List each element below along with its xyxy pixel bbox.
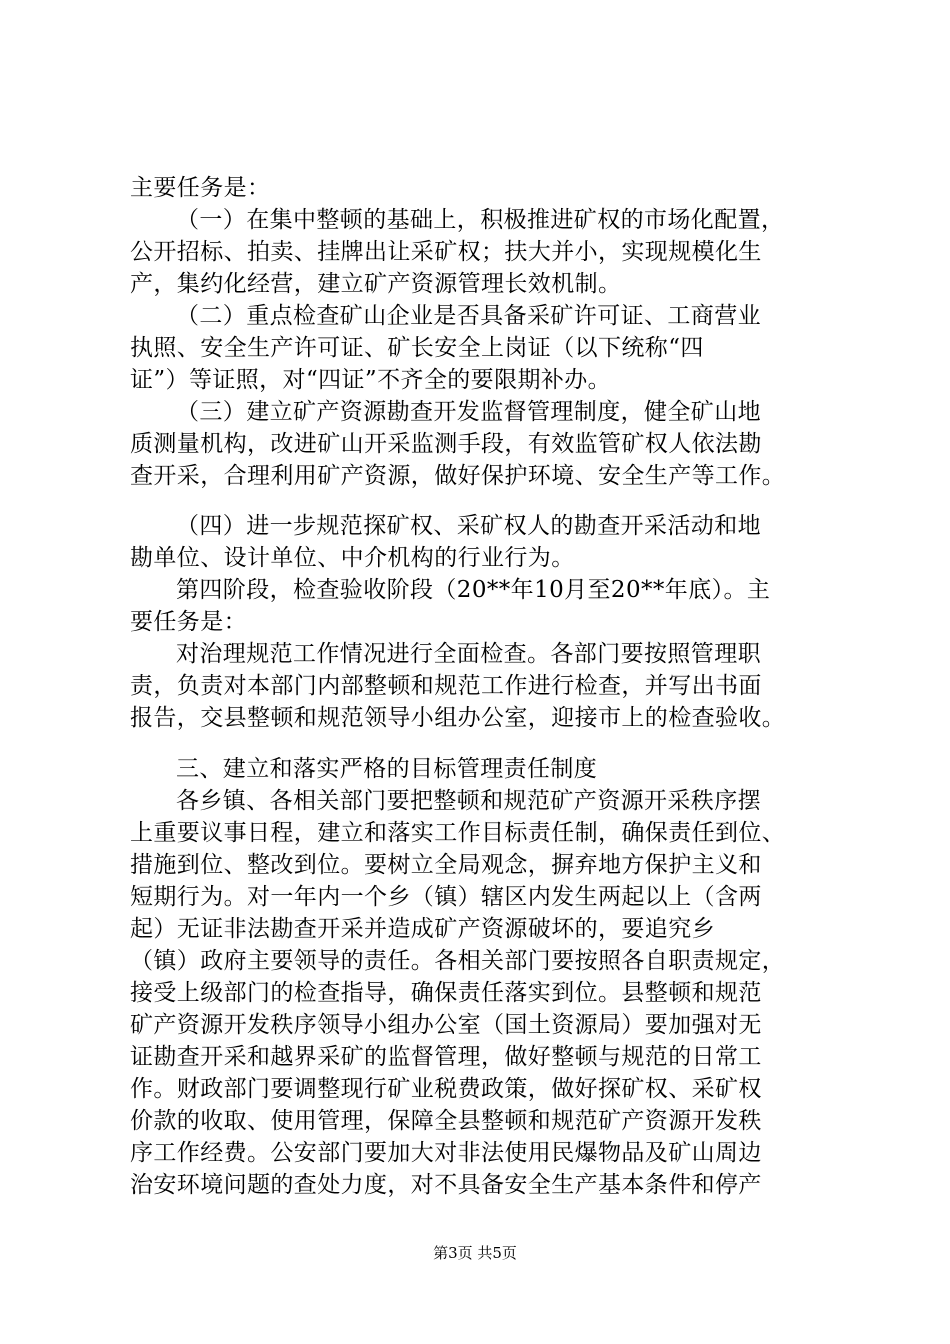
text-line: 价款的收取、使用管理，保障全县整顿和规范矿产资源开发秩 — [130, 1108, 762, 1134]
text-line: （二）重点检查矿山企业是否具备采矿许可证、工商营业 — [176, 303, 761, 329]
text-line: 执照、安全生产许可证、矿长安全上岗证（以下统称“四 — [130, 335, 704, 361]
text-line: 序工作经费。公安部门要加大对非法使用民爆物品及矿山周边 — [130, 1140, 762, 1166]
text-line: 治安环境问题的查处力度，对不具备安全生产基本条件和停产 — [130, 1172, 762, 1198]
text-line: 各乡镇、各相关部门要把整顿和规范矿产资源开采秩序摆 — [176, 788, 761, 814]
text-line: 主要任务是： — [130, 175, 271, 201]
text-line: 报告，交县整顿和规范领导小组办公室，迎接市上的检查验收。 — [130, 705, 786, 731]
text-line: 责，负责对本部门内部整顿和规范工作进行检查，并写出书面 — [130, 673, 762, 699]
text-line: 起）无证非法勘查开采并造成矿产资源破坏的，要追究乡 — [130, 916, 715, 942]
text-line: 要任务是： — [130, 609, 247, 635]
text-line: 短期行为。对一年内一个乡（镇）辖区内发生两起以上（含两 — [130, 884, 762, 910]
text-line: 产，集约化经营，建立矿产资源管理长效机制。 — [130, 271, 622, 297]
section-heading: 三、建立和落实严格的目标管理责任制度 — [176, 756, 598, 782]
text-line: 证勘查开采和越界采矿的监督管理，做好整顿与规范的日常工 — [130, 1044, 762, 1070]
text-line: 作。财政部门要调整现行矿业税费政策，做好探矿权、采矿权 — [130, 1076, 762, 1102]
text-line: 措施到位、整改到位。要树立全局观念，摒弃地方保护主义和 — [130, 852, 762, 878]
text-line: 接受上级部门的检查指导，确保责任落实到位。县整顿和规范 — [130, 980, 762, 1006]
text-line: 对治理规范工作情况进行全面检查。各部门要按照管理职 — [176, 641, 761, 667]
text-line: 矿产资源开发秩序领导小组办公室（国土资源局）要加强对无 — [130, 1012, 762, 1038]
text-line: 查开采，合理利用矿产资源，做好保护环境、安全生产等工作。 — [130, 463, 786, 489]
text-line: （镇）政府主要领导的责任。各相关部门要按照各自职责规定， — [130, 948, 786, 974]
text-line: （一）在集中整顿的基础上，积极推进矿权的市场化配置， — [176, 207, 785, 233]
page-number-footer: 第3页 共5页 — [433, 1244, 517, 1262]
text-line: 勘单位、设计单位、中介机构的行业行为。 — [130, 545, 575, 571]
text-line: 公开招标、拍卖、挂牌出让采矿权；扶大并小，实现规模化生 — [130, 239, 762, 265]
text-line: （四）进一步规范探矿权、采矿权人的勘查开采活动和地 — [176, 513, 761, 539]
text-line: 质测量机构，改进矿山开采监测手段，有效监管矿权人依法勘 — [130, 431, 762, 457]
text-line: 证”）等证照，对“四证”不齐全的要限期补办。 — [130, 367, 612, 393]
text-line: （三）建立矿产资源勘查开发监督管理制度，健全矿山地 — [176, 399, 761, 425]
text-line: 第四阶段，检查验收阶段（20**年10月至20**年底）。主 — [176, 577, 771, 603]
text-line: 上重要议事日程，建立和落实工作目标责任制，确保责任到位、 — [130, 820, 786, 846]
